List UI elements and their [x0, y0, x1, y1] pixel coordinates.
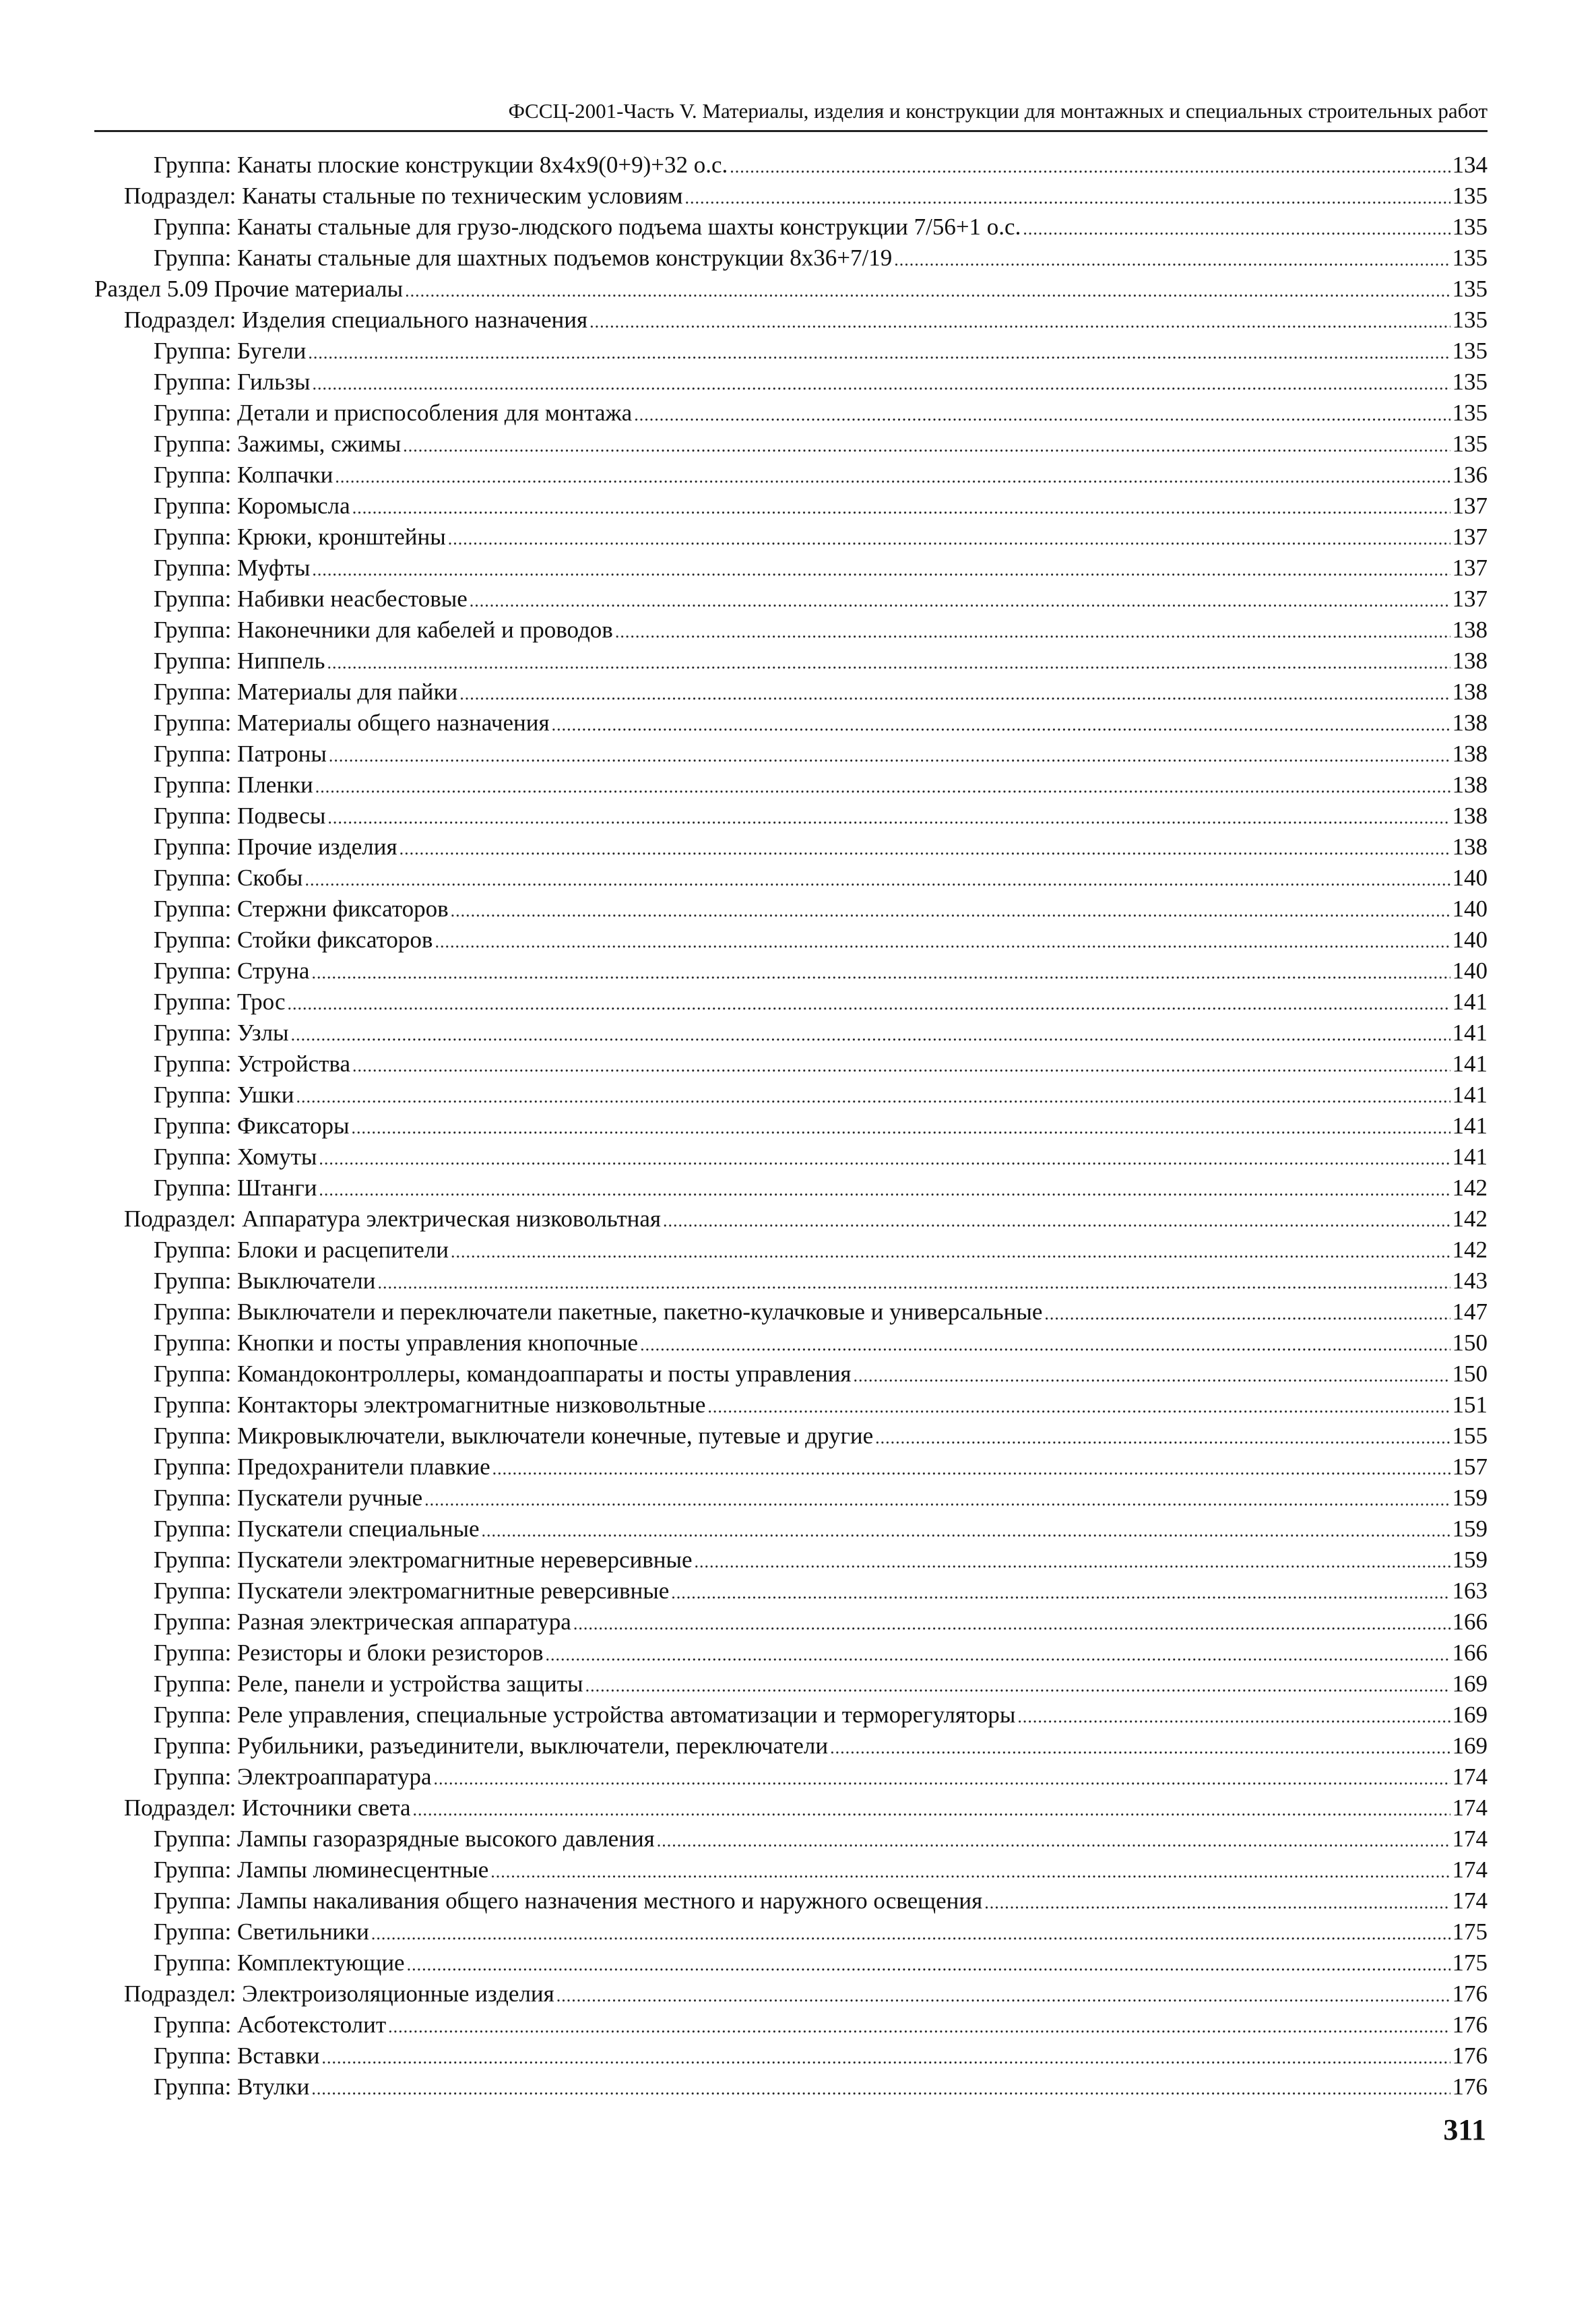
- toc-dot-leader: [400, 834, 1450, 865]
- toc-entry-title: Группа: Электроаппаратура: [154, 1764, 432, 1790]
- toc-entry-page: 136: [1452, 462, 1488, 488]
- toc-entry-title: Группа: Прочие изделия: [154, 834, 397, 860]
- toc-entry-title: Группа: Лампы газоразрядные высокого давления: [154, 1826, 655, 1852]
- toc-entry: [94, 708, 1488, 739]
- toc-entry: [94, 1855, 1488, 1886]
- toc-entry-title: Группа: Набивки неасбестовые: [154, 586, 468, 612]
- toc-entry-title: Группа: Втулки: [154, 2074, 310, 2100]
- toc-entry-title: Группа: Лампы накаливания общего назначения местного и наружного освещения: [154, 1888, 983, 1914]
- toc-entry-page: 143: [1452, 1268, 1488, 1294]
- toc-entry-page: 137: [1452, 555, 1488, 581]
- toc-entry-title: Группа: Стержни фиксаторов: [154, 896, 449, 922]
- toc-entry-title: Группа: Командоконтроллеры, командоаппараты и посты управления: [154, 1361, 852, 1387]
- toc-entry-page: 135: [1452, 245, 1488, 271]
- toc-entry: [94, 863, 1488, 894]
- toc-dot-leader: [585, 1671, 1450, 1702]
- toc-entry: [94, 1700, 1488, 1731]
- toc-dot-leader: [413, 1795, 1450, 1826]
- toc-entry-title: Группа: Патроны: [154, 741, 327, 767]
- toc-dot-leader: [615, 617, 1450, 648]
- toc-entry-title: Группа: Гильзы: [154, 369, 311, 395]
- toc-entry-page: 174: [1452, 1764, 1488, 1790]
- toc-entry-title: Группа: Колпачки: [154, 462, 333, 488]
- toc-entry-page: 174: [1452, 1826, 1488, 1852]
- toc-dot-leader: [1023, 214, 1450, 245]
- toc-entry-page: 175: [1452, 1919, 1488, 1945]
- toc-dot-leader: [730, 152, 1450, 183]
- toc-entry: [94, 1390, 1488, 1421]
- toc-entry: [94, 181, 1488, 212]
- toc-entry: [94, 1917, 1488, 1947]
- toc-entry-page: 163: [1452, 1578, 1488, 1604]
- toc-entry-title: Группа: Канаты стальные для шахтных подъемов конструкции 8х36+7/19: [154, 245, 893, 271]
- toc-dot-leader: [329, 741, 1450, 772]
- toc-entry-page: 135: [1452, 276, 1488, 302]
- toc-entry: [94, 1824, 1488, 1855]
- toc-entry-title: Раздел 5.09 Прочие материалы: [94, 276, 404, 302]
- toc-entry-title: Подраздел: Источники света: [124, 1795, 411, 1821]
- toc-entry-title: Группа: Контакторы электромагнитные низковольтные: [154, 1392, 706, 1418]
- toc-entry-title: Группа: Кнопки и посты управления кнопочные: [154, 1330, 639, 1356]
- toc-entry-title: Группа: Выключатели: [154, 1268, 376, 1294]
- toc-entry-page: 141: [1452, 989, 1488, 1015]
- toc-entry-page: 138: [1452, 679, 1488, 705]
- toc-dot-leader: [671, 1578, 1450, 1609]
- toc-entry: [94, 1452, 1488, 1483]
- header-divider: [94, 130, 1488, 132]
- toc-entry-title: Группа: Канаты стальные для грузо-людского подъема шахты конструкции 7/56+1 о.с.: [154, 214, 1021, 240]
- toc-entry: [94, 522, 1488, 553]
- toc-dot-leader: [352, 1051, 1450, 1082]
- toc-entry-title: Группа: Ниппель: [154, 648, 325, 674]
- toc-dot-leader: [640, 1330, 1450, 1361]
- toc-entry-title: Подраздел: Изделия специального назначения: [124, 307, 588, 333]
- toc-entry-title: Группа: Крюки, кронштейны: [154, 524, 446, 550]
- toc-dot-leader: [1044, 1299, 1450, 1330]
- toc-entry-page: 142: [1452, 1206, 1488, 1232]
- toc-entry-page: 176: [1452, 2074, 1488, 2100]
- toc-dot-leader: [459, 679, 1450, 710]
- toc-entry: [94, 1049, 1488, 1080]
- toc-entry-title: Группа: Канаты плоские конструкции 8х4х9(0+9)+32 о.с.: [154, 152, 728, 178]
- toc-entry-page: 159: [1452, 1516, 1488, 1542]
- toc-dot-leader: [377, 1268, 1450, 1299]
- toc-dot-leader: [556, 1981, 1450, 2012]
- toc-entry: [94, 832, 1488, 863]
- toc-entry-page: 169: [1452, 1702, 1488, 1728]
- toc-entry: [94, 336, 1488, 367]
- toc-entry-title: Подраздел: Электроизоляционные изделия: [124, 1981, 554, 2007]
- toc-dot-leader: [335, 462, 1450, 493]
- toc-entry-page: 150: [1452, 1330, 1488, 1356]
- toc-entry-title: Группа: Коромысла: [154, 493, 350, 519]
- toc-entry-title: Группа: Рубильники, разъединители, выключатели, переключатели: [154, 1733, 829, 1759]
- toc-entry-page: 166: [1452, 1609, 1488, 1635]
- toc-dot-leader: [573, 1609, 1450, 1640]
- toc-entry-page: 138: [1452, 617, 1488, 643]
- toc-entry-page: 138: [1452, 648, 1488, 674]
- toc-entry-page: 135: [1452, 307, 1488, 333]
- toc-entry-page: 140: [1452, 927, 1488, 953]
- toc-entry-page: 141: [1452, 1020, 1488, 1046]
- toc-dot-leader: [707, 1392, 1450, 1423]
- toc-dot-leader: [435, 927, 1450, 958]
- toc-dot-leader: [308, 338, 1450, 369]
- toc-dot-leader: [327, 648, 1450, 679]
- toc-entry-title: Группа: Наконечники для кабелей и проводов: [154, 617, 613, 643]
- toc-entry-page: 169: [1452, 1733, 1488, 1759]
- toc-entry: [94, 212, 1488, 243]
- toc-entry-page: 138: [1452, 803, 1488, 829]
- toc-entry: [94, 1328, 1488, 1359]
- toc-entry-page: 135: [1452, 431, 1488, 457]
- toc-entry-page: 147: [1452, 1299, 1488, 1325]
- toc-entry-title: Группа: Зажимы, сжимы: [154, 431, 402, 457]
- toc-dot-leader: [312, 555, 1450, 586]
- toc-entry: [94, 1080, 1488, 1111]
- toc-entry-page: 176: [1452, 2012, 1488, 2038]
- toc-dot-leader: [451, 1237, 1450, 1268]
- toc-entry: [94, 1978, 1488, 2009]
- toc-entry-title: Группа: Хомуты: [154, 1144, 317, 1170]
- toc-entry: [94, 1018, 1488, 1049]
- toc-entry-title: Группа: Пускатели ручные: [154, 1485, 423, 1511]
- toc-dot-leader: [634, 400, 1450, 431]
- toc-entry-page: 138: [1452, 710, 1488, 736]
- toc-entry: [94, 398, 1488, 429]
- toc-entry: [94, 1111, 1488, 1142]
- toc-entry-page: 141: [1452, 1082, 1488, 1108]
- toc-dot-leader: [312, 369, 1450, 400]
- toc-entry: [94, 770, 1488, 801]
- toc-entry-title: Подраздел: Аппаратура электрическая низковольтная: [124, 1206, 661, 1232]
- toc-entry-page: 141: [1452, 1144, 1488, 1170]
- toc-entry-page: 138: [1452, 741, 1488, 767]
- toc-dot-leader: [291, 1020, 1450, 1051]
- toc-entry-page: 142: [1452, 1175, 1488, 1201]
- toc-entry-title: Группа: Бугели: [154, 338, 307, 364]
- toc-entry-title: Подраздел: Канаты стальные по техническим условиям: [124, 183, 683, 209]
- toc-entry: [94, 801, 1488, 832]
- toc-entry-page: 140: [1452, 896, 1488, 922]
- toc-entry: [94, 1514, 1488, 1545]
- toc-entry-title: Группа: Светильники: [154, 1919, 369, 1945]
- toc-entry: [94, 2040, 1488, 2071]
- toc-entry-page: 174: [1452, 1795, 1488, 1821]
- toc-entry-page: 159: [1452, 1485, 1488, 1511]
- toc-entry-page: 174: [1452, 1857, 1488, 1883]
- toc-entry-page: 135: [1452, 369, 1488, 395]
- toc-dot-leader: [371, 1919, 1450, 1950]
- toc-entry-page: 157: [1452, 1454, 1488, 1480]
- toc-dot-leader: [490, 1857, 1450, 1888]
- toc-entry-title: Группа: Пускатели электромагнитные реверсивные: [154, 1578, 670, 1604]
- toc-dot-leader: [319, 1175, 1450, 1206]
- toc-dot-leader: [492, 1454, 1450, 1485]
- toc-entry-page: 155: [1452, 1423, 1488, 1449]
- page-header: ФССЦ-2001-Часть V. Материалы, изделия и конструкции для монтажных и специальных строительных работ: [508, 99, 1488, 123]
- toc-entry-page: 140: [1452, 865, 1488, 891]
- toc-entry-title: Группа: Муфты: [154, 555, 311, 581]
- toc-entry-title: Группа: Пленки: [154, 772, 313, 798]
- toc-entry-title: Группа: Детали и приспособления для монтажа: [154, 400, 633, 426]
- toc-dot-leader: [875, 1423, 1450, 1454]
- toc-entry: [94, 615, 1488, 646]
- toc-dot-leader: [403, 431, 1450, 462]
- toc-entry: [94, 1576, 1488, 1607]
- toc-dot-leader: [470, 586, 1450, 617]
- toc-entry-page: 137: [1452, 586, 1488, 612]
- toc-dot-leader: [434, 1764, 1450, 1795]
- toc-entry-page: 135: [1452, 183, 1488, 209]
- toc-dot-leader: [984, 1888, 1450, 1919]
- toc-entry: [94, 1947, 1488, 1978]
- toc-entry: [94, 367, 1488, 398]
- toc-entry-title: Группа: Реле управления, специальные устройства автоматизации и терморегуляторы: [154, 1702, 1016, 1728]
- toc-entry-title: Группа: Предохранители плавкие: [154, 1454, 490, 1480]
- toc-dot-leader: [305, 865, 1450, 896]
- toc-dot-leader: [695, 1547, 1450, 1578]
- toc-entry-page: 159: [1452, 1547, 1488, 1573]
- toc-dot-leader: [352, 493, 1450, 524]
- toc-entry-page: 138: [1452, 834, 1488, 860]
- toc-entry-page: 174: [1452, 1888, 1488, 1914]
- toc-entry: [94, 1173, 1488, 1204]
- toc-entry: [94, 677, 1488, 708]
- toc-entry-page: 135: [1452, 214, 1488, 240]
- toc-entry: [94, 1266, 1488, 1297]
- toc-entry-title: Группа: Микровыключатели, выключатели конечные, путевые и другие: [154, 1423, 874, 1449]
- toc-entry-title: Группа: Резисторы и блоки резисторов: [154, 1640, 544, 1666]
- toc-entry: [94, 1545, 1488, 1576]
- toc-entry: [94, 2009, 1488, 2040]
- toc-dot-leader: [830, 1733, 1450, 1764]
- toc-entry: [94, 646, 1488, 677]
- toc-entry-title: Группа: Материалы общего назначения: [154, 710, 550, 736]
- toc-entry: [94, 1297, 1488, 1328]
- toc-entry: [94, 1142, 1488, 1173]
- toc-dot-leader: [552, 710, 1450, 741]
- toc-entry-title: Группа: Пускатели специальные: [154, 1516, 480, 1542]
- toc-dot-leader: [1017, 1702, 1450, 1733]
- toc-dot-leader: [545, 1640, 1450, 1671]
- toc-dot-leader: [589, 307, 1450, 338]
- toc-entry-page: 176: [1452, 1981, 1488, 2007]
- toc-entry-page: 137: [1452, 493, 1488, 519]
- toc-dot-leader: [352, 1113, 1450, 1144]
- toc-dot-leader: [388, 2012, 1450, 2043]
- toc-entry: [94, 460, 1488, 491]
- toc-dot-leader: [407, 1950, 1450, 1981]
- toc-entry-title: Группа: Пускатели электромагнитные нереверсивные: [154, 1547, 693, 1573]
- toc-entry-page: 151: [1452, 1392, 1488, 1418]
- toc-entry-title: Группа: Выключатели и переключатели пакетные, пакетно-кулачковые и универсальные: [154, 1299, 1043, 1325]
- toc-entry: [94, 1762, 1488, 1793]
- toc-entry-page: 176: [1452, 2043, 1488, 2069]
- toc-entry: [94, 305, 1488, 336]
- toc-entry-page: 135: [1452, 338, 1488, 364]
- toc-entry-title: Группа: Подвесы: [154, 803, 326, 829]
- toc-entry-title: Группа: Вставки: [154, 2043, 320, 2069]
- toc-entry-page: 150: [1452, 1361, 1488, 1387]
- toc-entry-title: Группа: Стойки фиксаторов: [154, 927, 433, 953]
- toc-entry-title: Группа: Штанги: [154, 1175, 317, 1201]
- toc-entry-title: Группа: Асботекстолит: [154, 2012, 387, 2038]
- toc-entry-title: Группа: Комплектующие: [154, 1950, 405, 1976]
- toc-entry-page: 140: [1452, 958, 1488, 984]
- toc-entry-page: 175: [1452, 1950, 1488, 1976]
- toc-entry: [94, 1886, 1488, 1917]
- toc-entry-title: Группа: Реле, панели и устройства защиты: [154, 1671, 583, 1697]
- toc-entry-title: Группа: Устройства: [154, 1051, 351, 1077]
- toc-entry-page: 137: [1452, 524, 1488, 550]
- toc-dot-leader: [451, 896, 1450, 927]
- toc-entry: [94, 1204, 1488, 1235]
- toc-entry: [94, 739, 1488, 770]
- toc-entry-page: 138: [1452, 772, 1488, 798]
- toc-entry-page: 166: [1452, 1640, 1488, 1666]
- toc-entry: [94, 584, 1488, 615]
- toc-dot-leader: [684, 183, 1450, 214]
- toc-entry: [94, 243, 1488, 274]
- toc-dot-leader: [288, 989, 1450, 1020]
- toc-dot-leader: [424, 1485, 1450, 1516]
- toc-entry-title: Группа: Узлы: [154, 1020, 289, 1046]
- toc-dot-leader: [327, 803, 1450, 834]
- toc-entry: [94, 1359, 1488, 1390]
- toc-entry: [94, 1731, 1488, 1762]
- toc-entry-page: 135: [1452, 400, 1488, 426]
- toc-entry: [94, 987, 1488, 1018]
- toc-entry-title: Группа: Ушки: [154, 1082, 294, 1108]
- toc-entry: [94, 956, 1488, 987]
- toc-dot-leader: [311, 958, 1450, 989]
- toc-dot-leader: [854, 1361, 1450, 1392]
- toc-dot-leader: [311, 2074, 1450, 2105]
- toc-entry-title: Группа: Фиксаторы: [154, 1113, 350, 1139]
- table-of-contents: [94, 150, 1488, 2102]
- toc-entry: [94, 429, 1488, 460]
- toc-entry: [94, 150, 1488, 181]
- toc-entry-title: Группа: Струна: [154, 958, 310, 984]
- toc-entry-page: 169: [1452, 1671, 1488, 1697]
- toc-entry: [94, 553, 1488, 584]
- toc-dot-leader: [319, 1144, 1450, 1175]
- toc-entry-page: 134: [1452, 152, 1488, 178]
- toc-entry-title: Группа: Лампы люминесцентные: [154, 1857, 489, 1883]
- toc-entry-page: 142: [1452, 1237, 1488, 1263]
- toc-entry: [94, 1483, 1488, 1514]
- toc-dot-leader: [405, 276, 1450, 307]
- toc-entry: [94, 274, 1488, 305]
- toc-dot-leader: [321, 2043, 1450, 2074]
- toc-entry-page: 141: [1452, 1051, 1488, 1077]
- toc-entry: [94, 1793, 1488, 1824]
- toc-dot-leader: [482, 1516, 1450, 1547]
- toc-dot-leader: [663, 1206, 1450, 1237]
- toc-entry-title: Группа: Разная электрическая аппаратура: [154, 1609, 571, 1635]
- toc-dot-leader: [657, 1826, 1450, 1857]
- toc-entry: [94, 894, 1488, 925]
- toc-entry: [94, 1669, 1488, 1700]
- toc-entry-page: 141: [1452, 1113, 1488, 1139]
- toc-entry-title: Группа: Скобы: [154, 865, 303, 891]
- toc-dot-leader: [448, 524, 1450, 555]
- toc-entry-title: Группа: Материалы для пайки: [154, 679, 458, 705]
- toc-entry: [94, 925, 1488, 956]
- toc-entry: [94, 491, 1488, 522]
- toc-entry: [94, 1421, 1488, 1452]
- page-number: 311: [1443, 2113, 1486, 2146]
- toc-dot-leader: [296, 1082, 1450, 1113]
- toc-entry: [94, 1235, 1488, 1266]
- toc-dot-leader: [315, 772, 1450, 803]
- toc-entry: [94, 1607, 1488, 1638]
- toc-entry-title: Группа: Блоки и расцепители: [154, 1237, 449, 1263]
- toc-entry: [94, 1638, 1488, 1669]
- toc-entry: [94, 2071, 1488, 2102]
- toc-dot-leader: [894, 245, 1450, 276]
- toc-entry-title: Группа: Трос: [154, 989, 286, 1015]
